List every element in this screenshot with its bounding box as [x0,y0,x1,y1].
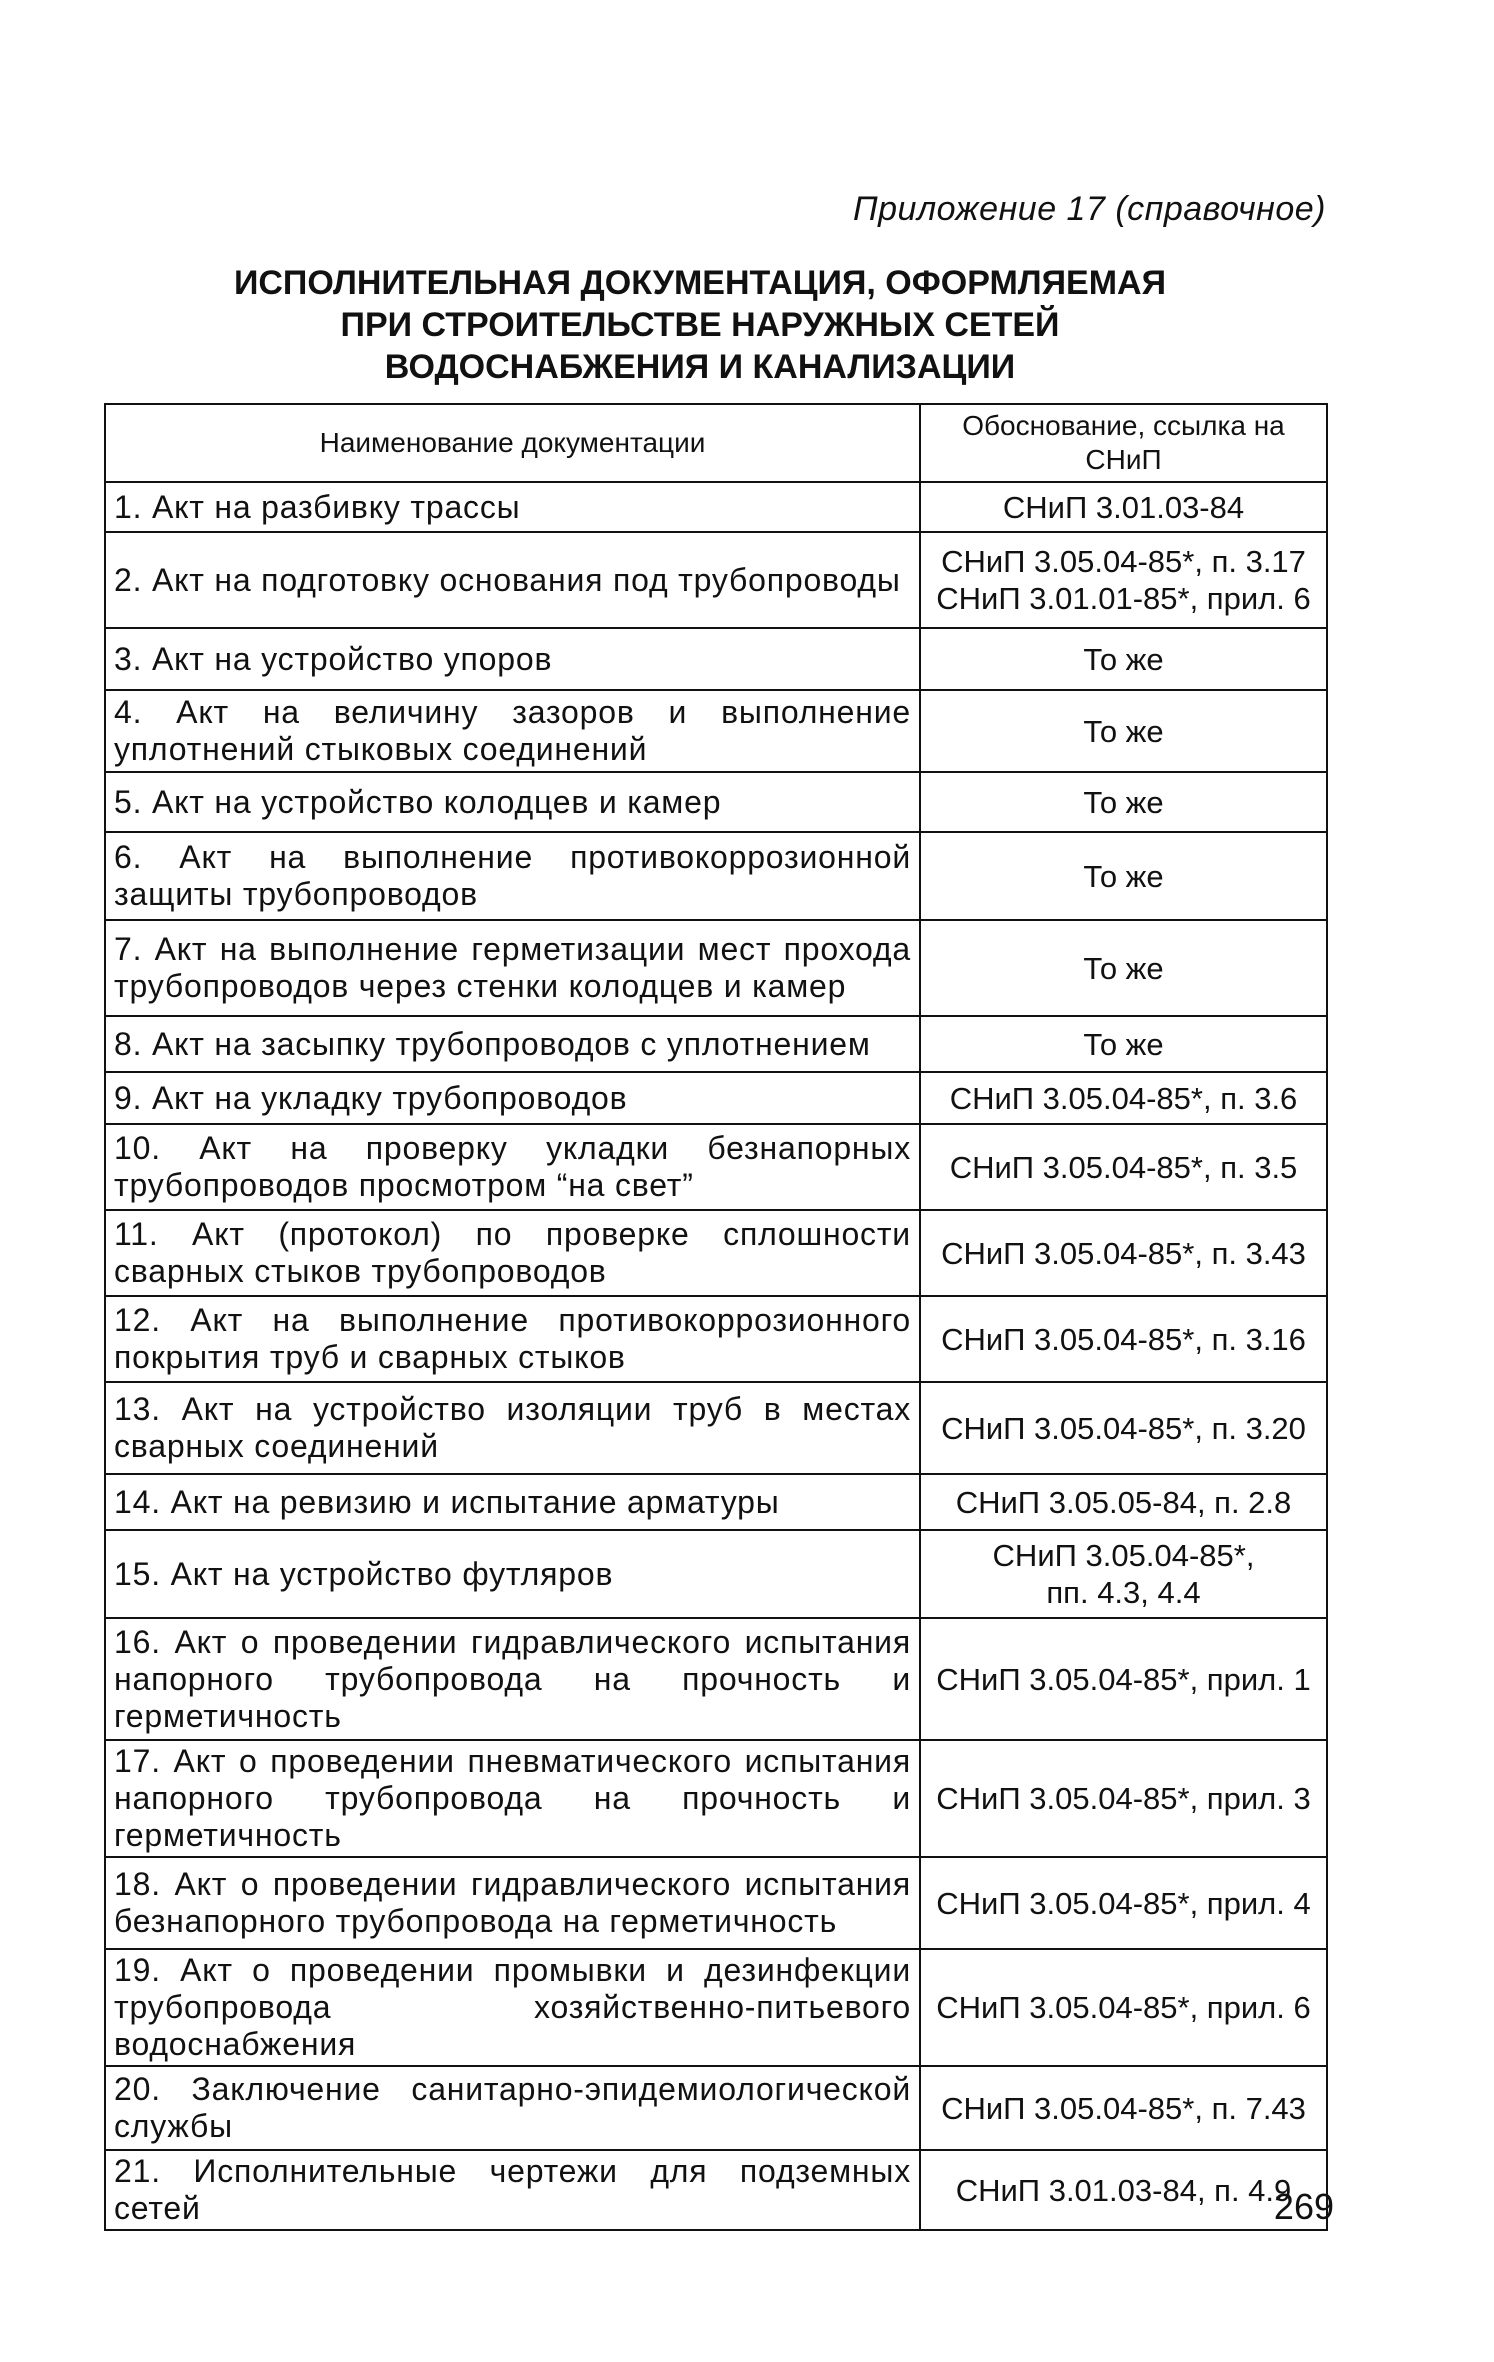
table-header-row [105,404,1327,482]
document-name-cell: 10. Акт на проверку укладки безнапорных трубопроводов просмотром “на свет” [105,1124,920,1210]
snip-reference-cell: СНиП 3.05.04-85*, п. 7.43 [920,2066,1327,2150]
table-row [105,1474,1327,1530]
snip-reference-cell: То же [920,832,1327,920]
snip-reference-cell: СНиП 3.01.03-84 [920,482,1327,532]
document-name-cell: 3. Акт на устройство упоров [105,628,920,690]
document-name-cell: 16. Акт о проведении гидравлического испытания напорного трубопровода на прочность и герметичность [105,1618,920,1740]
table-row [105,628,1327,690]
document-name-cell: 8. Акт на засыпку трубопроводов с уплотнением [105,1016,920,1072]
header-snip-reference: Обоснование, ссылка на СНиП [920,404,1327,482]
table-row [105,1857,1327,1949]
table-row [105,832,1327,920]
table-row [105,1740,1327,1857]
document-name-cell: 1. Акт на разбивку трассы [105,482,920,532]
snip-reference-cell: СНиП 3.05.05-84, п. 2.8 [920,1474,1327,1530]
table-row [105,1124,1327,1210]
table-row [105,1016,1327,1072]
table-row [105,1530,1327,1618]
document-name-cell: 4. Акт на величину зазоров и выполнение уплотнений стыковых соединений [105,690,920,772]
snip-reference-cell: СНиП 3.05.04-85*, п. 3.6 [920,1072,1327,1124]
document-name-cell: 18. Акт о проведении гидравлического испытания безнапорного трубопровода на герметичность [105,1857,920,1949]
document-name-cell: 21. Исполнительные чертежи для подземных сетей [105,2150,920,2230]
table-row [105,690,1327,772]
snip-reference-cell: СНиП 3.05.04-85*, п. 3.17 СНиП 3.01.01-85*, прил. 6 [920,532,1327,628]
appendix-label: Приложение 17 (справочное) [852,190,1326,228]
table-row [105,1618,1327,1740]
snip-reference-cell: СНиП 3.05.04-85*, прил. 6 [920,1949,1327,2066]
table-row [105,532,1327,628]
header-document-name: Наименование документации [105,404,920,482]
table-row [105,1382,1327,1474]
table-row [105,2150,1327,2230]
document-name-cell: 14. Акт на ревизию и испытание арматуры [105,1474,920,1530]
snip-reference-cell: СНиП 3.05.04-85*, п. 3.20 [920,1382,1327,1474]
table-row [105,920,1327,1016]
document-name-cell: 6. Акт на выполнение противокоррозионной защиты трубопроводов [105,832,920,920]
document-title: ИСПОЛНИТЕЛЬНАЯ ДОКУМЕНТАЦИЯ, ОФОРМЛЯЕМАЯ ПРИ СТРОИТЕЛЬСТВЕ НАРУЖНЫХ СЕТЕЙ ВОДОСНАБЖЕНИЯ И КАНАЛИЗАЦИИ [233,264,1167,386]
documentation-table [104,403,1328,2231]
document-name-cell: 20. Заключение санитарно-эпидемиологической службы [105,2066,920,2150]
snip-reference-cell: То же [920,690,1327,772]
snip-reference-cell: То же [920,628,1327,690]
snip-reference-cell: То же [920,772,1327,832]
snip-reference-cell: СНиП 3.05.04-85*, прил. 3 [920,1740,1327,1857]
document-name-cell: 11. Акт (протокол) по проверке сплошности сварных стыков трубопроводов [105,1210,920,1296]
table-row [105,1949,1327,2066]
snip-reference-cell: СНиП 3.05.04-85*, пп. 4.3, 4.4 [920,1530,1327,1618]
document-name-cell: 5. Акт на устройство колодцев и камер [105,772,920,832]
document-name-cell: 19. Акт о проведении промывки и дезинфекции трубопровода хозяйственно-питьевого водоснабжения [105,1949,920,2066]
table-row [105,1296,1327,1382]
table-row [105,1210,1327,1296]
document-name-cell: 12. Акт на выполнение противокоррозионного покрытия труб и сварных стыков [105,1296,920,1382]
document-name-cell: 17. Акт о проведении пневматического испытания напорного трубопровода на прочность и герметичность [105,1740,920,1857]
snip-reference-cell: СНиП 3.05.04-85*, п. 3.16 [920,1296,1327,1382]
snip-reference-cell: СНиП 3.05.04-85*, прил. 4 [920,1857,1327,1949]
table-row [105,482,1327,532]
document-name-cell: 15. Акт на устройство футляров [105,1530,920,1618]
table-row [105,1072,1327,1124]
snip-reference-cell: СНиП 3.05.04-85*, п. 3.43 [920,1210,1327,1296]
snip-reference-cell: То же [920,920,1327,1016]
snip-reference-cell: СНиП 3.01.03-84, п. 4.9 [920,2150,1327,2230]
document-name-cell: 9. Акт на укладку трубопроводов [105,1072,920,1124]
page-number: 269 [1273,2186,1334,2227]
snip-reference-cell: СНиП 3.05.04-85*, прил. 1 [920,1618,1327,1740]
table-row [105,772,1327,832]
snip-reference-cell: СНиП 3.05.04-85*, п. 3.5 [920,1124,1327,1210]
document-name-cell: 13. Акт на устройство изоляции труб в местах сварных соединений [105,1382,920,1474]
snip-reference-cell: То же [920,1016,1327,1072]
document-name-cell: 2. Акт на подготовку основания под трубопроводы [105,532,920,628]
document-name-cell: 7. Акт на выполнение герметизации мест прохода трубопроводов через стенки колодцев и камер [105,920,920,1016]
table-row [105,2066,1327,2150]
